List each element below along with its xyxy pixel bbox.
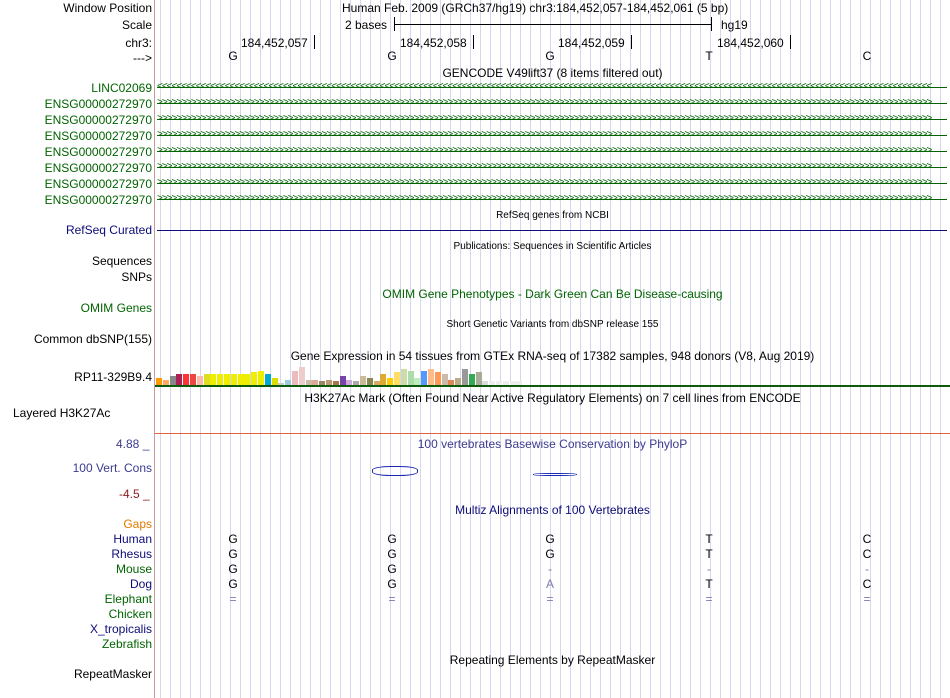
gencode-item-label[interactable]: ENSG00000272970	[44, 145, 152, 159]
gtex-tissue-bar[interactable]	[170, 376, 176, 385]
gtex-tissue-bar[interactable]	[183, 374, 189, 385]
multiz-base: G	[387, 562, 397, 576]
multiz-species-label[interactable]: Zebrafish	[101, 637, 152, 651]
track-label-publications[interactable]: Sequences	[91, 254, 152, 268]
gtex-tissue-bar[interactable]	[428, 369, 434, 385]
gtex-title: Gene Expression in 54 tissues from GTEx RNA-seq of 17382 samples, 948 donors (V8, Aug 2019)	[290, 349, 815, 363]
gencode-strand-arrows: >>>>>>>>>>>>>>>>>>>>>>>>>>>>>>>>>>>>>>>>>>>>>>>>>>>>>>>>>>>>>>>>>>>>>>>>>>>>>>>>>>>>>>>>>>>>>>>>>>>>>>>>>>>>>>>>>>>>>>>>>>>>>>>>>>>>>>>>>>>>>>>>>>>>>>>>>>>>>>>>	[157, 162, 932, 172]
track-label-repeatmasker[interactable]: RepeatMasker	[73, 667, 152, 681]
gencode-strand-arrows: >>>>>>>>>>>>>>>>>>>>>>>>>>>>>>>>>>>>>>>>>>>>>>>>>>>>>>>>>>>>>>>>>>>>>>>>>>>>>>>>>>>>>>>>>>>>>>>>>>>>>>>>>>>>>>>>>>>>>>>>>>>>>>>>>>>>>>>>>>>>>>>>>>>>>>>>>>>>>>>>	[157, 146, 932, 156]
phylop-score-mark	[372, 466, 418, 476]
strand-label: --->	[133, 51, 152, 65]
track-label-dbsnp[interactable]: Common dbSNP(155)	[33, 332, 152, 346]
base-letter: G	[387, 49, 397, 63]
gtex-tissue-bar[interactable]	[204, 374, 210, 385]
multiz-base: =	[705, 592, 713, 606]
publications-title: Publications: Sequences in Scientific Articles	[453, 241, 652, 252]
multiz-base: G	[545, 532, 555, 546]
gtex-tissue-bar[interactable]	[421, 371, 427, 385]
multiz-species-label[interactable]: Elephant	[104, 592, 152, 606]
multiz-base: T	[705, 532, 713, 546]
multiz-base: G	[387, 577, 397, 591]
multiz-base: G	[545, 547, 555, 561]
gtex-tissue-bar[interactable]	[258, 371, 264, 385]
ruler-tick	[314, 35, 315, 49]
track-label-phylop[interactable]: 100 Vert. Cons	[72, 461, 152, 475]
multiz-base: =	[863, 592, 871, 606]
gtex-tissue-bar[interactable]	[156, 378, 162, 385]
multiz-base: C	[862, 547, 872, 561]
gtex-tissue-bar[interactable]	[197, 376, 203, 385]
gtex-tissue-bar[interactable]	[435, 372, 441, 385]
gencode-strand-arrows: >>>>>>>>>>>>>>>>>>>>>>>>>>>>>>>>>>>>>>>>>>>>>>>>>>>>>>>>>>>>>>>>>>>>>>>>>>>>>>>>>>>>>>>>>>>>>>>>>>>>>>>>>>>>>>>>>>>>>>>>>>>>>>>>>>>>>>>>>>>>>>>>>>>>>>>>>>>>>>>>	[157, 98, 932, 108]
gtex-tissue-bar[interactable]	[387, 378, 393, 385]
multiz-base: G	[228, 532, 238, 546]
gtex-tissue-bar[interactable]	[462, 369, 468, 385]
track-label-gtex[interactable]: RP11-329B9.4	[74, 370, 152, 384]
phylop-max-label: 4.88 _	[116, 437, 150, 451]
gtex-tissue-bar[interactable]	[272, 378, 278, 385]
gtex-tissue-bar[interactable]	[224, 374, 230, 385]
multiz-species-label[interactable]: Rhesus	[111, 547, 152, 561]
gencode-strand-arrows: >>>>>>>>>>>>>>>>>>>>>>>>>>>>>>>>>>>>>>>>>>>>>>>>>>>>>>>>>>>>>>>>>>>>>>>>>>>>>>>>>>>>>>>>>>>>>>>>>>>>>>>>>>>>>>>>>>>>>>>>>>>>>>>>>>>>>>>>>>>>>>>>>>>>>>>>>>>>>>>>	[157, 114, 932, 124]
gtex-tissue-bar[interactable]	[238, 374, 244, 385]
gtex-tissue-bar[interactable]	[292, 371, 298, 385]
multiz-base: C	[862, 577, 872, 591]
base-letter: G	[228, 49, 238, 63]
gencode-item-label[interactable]: ENSG00000272970	[44, 161, 152, 175]
scale-assembly: hg19	[721, 18, 748, 32]
phylop-title: 100 vertebrates Basewise Conservation by PhyloP	[417, 437, 688, 451]
phylop-score-mark	[533, 473, 577, 476]
track-label-refseq[interactable]: RefSeq Curated	[65, 223, 152, 237]
gtex-tissue-bar[interactable]	[231, 374, 237, 385]
multiz-base: G	[228, 547, 238, 561]
gtex-tissue-bar[interactable]	[442, 374, 448, 385]
multiz-base: -	[548, 562, 552, 576]
gtex-tissue-bar[interactable]	[360, 376, 366, 385]
base-letter: G	[545, 49, 555, 63]
track-label-snps[interactable]: SNPs	[121, 270, 152, 284]
gtex-tissue-bar[interactable]	[176, 374, 182, 385]
base-letter: T	[705, 49, 713, 63]
multiz-base: =	[546, 592, 554, 606]
phylop-min-label: -4.5 _	[119, 487, 150, 501]
gtex-tissue-bar[interactable]	[217, 374, 223, 385]
refseq-gene-line[interactable]	[157, 230, 947, 231]
gtex-tissue-bar[interactable]	[476, 372, 482, 385]
multiz-base: A	[545, 577, 554, 591]
gencode-strand-arrows: <<<<<<<<<<<<<<<<<<<<<<<<<<<<<<<<<<<<<<<<<<<<<<<<<<<<<<<<<<<<<<<<<<<<<<<<<<<<<<<<<<<<<<<<<<<<<<<<<<<<<<<<<<<<<<<<<<<<<<<<<<<<<<<<<<<<<<<<<<<<<<<<<<<<<<<<<<<<<<<<	[157, 82, 932, 92]
gtex-tissue-bar[interactable]	[394, 372, 400, 385]
gencode-item-label[interactable]: ENSG00000272970	[44, 129, 152, 143]
multiz-species-label[interactable]: Dog	[129, 577, 152, 591]
gencode-item-label[interactable]: ENSG00000272970	[44, 113, 152, 127]
repeatmasker-title: Repeating Elements by RepeatMasker	[449, 653, 656, 667]
ruler-tick	[790, 35, 791, 49]
gtex-tissue-bar[interactable]	[414, 378, 420, 385]
dbsnp-title: Short Genetic Variants from dbSNP release 155	[446, 319, 659, 330]
multiz-base: -	[707, 562, 711, 576]
refseq-title: RefSeq genes from NCBI	[496, 210, 609, 221]
ruler-tick-label: 184,452,058	[400, 36, 467, 50]
base-letter: C	[862, 49, 872, 63]
multiz-base: T	[705, 577, 713, 591]
gtex-tissue-bar[interactable]	[367, 378, 373, 385]
multiz-species-label[interactable]: Chicken	[108, 607, 152, 621]
window-position-label: Window Position	[63, 1, 152, 15]
omim-title: OMIM Gene Phenotypes - Dark Green Can Be Disease-causing	[382, 287, 723, 301]
gencode-strand-arrows: >>>>>>>>>>>>>>>>>>>>>>>>>>>>>>>>>>>>>>>>>>>>>>>>>>>>>>>>>>>>>>>>>>>>>>>>>>>>>>>>>>>>>>>>>>>>>>>>>>>>>>>>>>>>>>>>>>>>>>>>>>>>>>>>>>>>>>>>>>>>>>>>>>>>>>>>>>>>>>>>	[157, 178, 932, 188]
gencode-strand-arrows: >>>>>>>>>>>>>>>>>>>>>>>>>>>>>>>>>>>>>>>>>>>>>>>>>>>>>>>>>>>>>>>>>>>>>>>>>>>>>>>>>>>>>>>>>>>>>>>>>>>>>>>>>>>>>>>>>>>>>>>>>>>>>>>>>>>>>>>>>>>>>>>>>>>>>>>>>>>>>>>>	[157, 194, 932, 204]
multiz-species-label[interactable]: X_tropicalis	[89, 622, 152, 636]
ruler-tick-label: 184,452,060	[717, 36, 784, 50]
gtex-tissue-bar[interactable]	[299, 367, 305, 385]
multiz-base: C	[862, 532, 872, 546]
track-label-h3k27ac[interactable]: Layered H3K27Ac	[13, 406, 111, 420]
gtex-tissue-bar[interactable]	[408, 371, 414, 385]
gtex-tissue-bar[interactable]	[455, 378, 461, 385]
gtex-tissue-bar[interactable]	[251, 372, 257, 385]
gencode-item-label[interactable]: ENSG00000272970	[44, 193, 152, 207]
track-label-gaps[interactable]: Gaps	[123, 517, 152, 531]
multiz-base: =	[229, 592, 237, 606]
multiz-species-label[interactable]: Mouse	[115, 562, 152, 576]
multiz-base: G	[387, 547, 397, 561]
multiz-base: G	[228, 577, 238, 591]
multiz-title: Multiz Alignments of 100 Vertebrates	[455, 503, 650, 517]
multiz-base: G	[228, 562, 238, 576]
ruler-tick	[631, 35, 632, 49]
gtex-tissue-bar[interactable]	[244, 374, 250, 385]
gencode-strand-arrows: >>>>>>>>>>>>>>>>>>>>>>>>>>>>>>>>>>>>>>>>>>>>>>>>>>>>>>>>>>>>>>>>>>>>>>>>>>>>>>>>>>>>>>>>>>>>>>>>>>>>>>>>>>>>>>>>>>>>>>>>>>>>>>>>>>>>>>>>>>>>>>>>>>>>>>>>>>>>>>>>	[157, 130, 932, 140]
gencode-item-label[interactable]: ENSG00000272970	[44, 177, 152, 191]
gtex-baseline	[155, 385, 950, 387]
gtex-tissue-bar[interactable]	[210, 374, 216, 385]
h3k27ac-title: H3K27Ac Mark (Often Found Near Active Regulatory Elements) on 7 cell lines from ENCODE	[304, 391, 801, 405]
gencode-item-label[interactable]: ENSG00000272970	[44, 97, 152, 111]
scale-value: 2 bases	[345, 18, 388, 32]
track-label-omim[interactable]: OMIM Genes	[80, 301, 152, 315]
multiz-base: G	[387, 532, 397, 546]
gencode-title: GENCODE V49lift37 (8 items filtered out)	[442, 66, 663, 80]
multiz-species-label[interactable]: Human	[113, 532, 152, 546]
multiz-base: -	[865, 562, 869, 576]
gtex-tissue-bar[interactable]	[380, 374, 386, 385]
gtex-tissue-bar[interactable]	[265, 374, 271, 385]
gtex-tissue-bar[interactable]	[401, 369, 407, 385]
ruler-tick	[473, 35, 474, 49]
scale-label: Scale	[121, 18, 152, 32]
h3k27ac-line	[155, 433, 950, 434]
ruler-tick-label: 184,452,059	[558, 36, 625, 50]
gtex-tissue-bar[interactable]	[340, 376, 346, 385]
multiz-base: T	[705, 547, 713, 561]
ruler-tick-label: 184,452,057	[241, 36, 308, 50]
gtex-tissue-bar[interactable]	[190, 374, 196, 385]
window-position-value: Human Feb. 2009 (GRCh37/hg19) chr3:184,452,057-184,452,061 (5 bp)	[342, 1, 729, 15]
chrom-label: chr3:	[125, 36, 152, 50]
gencode-item-label[interactable]: LINC02069	[91, 81, 152, 95]
multiz-base: =	[388, 592, 396, 606]
gtex-tissue-bar[interactable]	[469, 374, 475, 385]
